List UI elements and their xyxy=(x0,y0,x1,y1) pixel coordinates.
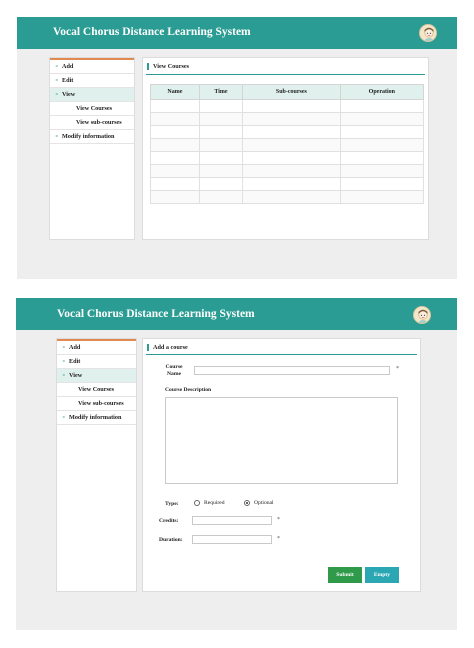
sidebar-item-label: Add xyxy=(62,63,74,70)
header-bar xyxy=(17,17,457,49)
submit-button[interactable]: Submit xyxy=(328,567,362,583)
table-cell xyxy=(243,100,341,113)
table-row xyxy=(151,152,424,165)
column-header-sub-courses[interactable]: Sub-courses xyxy=(243,85,341,100)
table-row xyxy=(151,126,424,139)
sidebar-item-label: Edit xyxy=(62,77,74,84)
sidebar-item-label: Edit xyxy=(69,358,81,365)
radio-button-checked[interactable] xyxy=(244,500,250,506)
table-cell xyxy=(199,191,242,204)
table-cell xyxy=(340,113,423,126)
table-row xyxy=(151,178,424,191)
sidebar-item-view[interactable] xyxy=(57,369,136,383)
table-cell xyxy=(243,139,341,152)
sidebar-item-add[interactable] xyxy=(50,60,134,74)
table-cell xyxy=(199,113,242,126)
duration-input[interactable] xyxy=(192,535,272,544)
sidebar-item-label: View xyxy=(62,91,76,98)
chevron-right-icon: » xyxy=(55,134,58,139)
course-name-label: Course Name xyxy=(165,364,183,377)
table-cell xyxy=(340,100,423,113)
table-cell xyxy=(151,126,200,139)
table-row xyxy=(151,113,424,126)
view-courses-screen xyxy=(17,17,457,279)
chevron-right-icon: » xyxy=(55,92,58,97)
type-label: Type: xyxy=(165,501,179,507)
sidebar-item-view[interactable] xyxy=(50,88,134,102)
table-cell xyxy=(243,191,341,204)
add-course-screen xyxy=(16,298,457,630)
table-cell xyxy=(243,126,341,139)
table-cell xyxy=(340,165,423,178)
chevron-right-icon: » xyxy=(62,415,65,420)
sidebar-item-view-courses[interactable]: View Courses xyxy=(50,102,134,116)
app-title: Vocal Chorus Distance Learning System xyxy=(53,26,251,38)
sidebar-item-label: Add xyxy=(69,344,81,351)
credits-label: Credits: xyxy=(159,518,179,524)
credits-input[interactable] xyxy=(192,516,272,525)
table-cell xyxy=(199,178,242,191)
course-name-input[interactable] xyxy=(194,366,390,375)
chevron-right-icon: » xyxy=(55,64,58,69)
required-mark: * xyxy=(277,517,280,523)
sidebar-item-edit[interactable] xyxy=(50,74,134,88)
radio-button[interactable] xyxy=(194,500,200,506)
table-cell xyxy=(340,191,423,204)
type-required-option[interactable] xyxy=(194,500,225,506)
table-cell xyxy=(199,126,242,139)
table-cell xyxy=(199,165,242,178)
avatar-icon[interactable] xyxy=(419,24,437,42)
table-cell xyxy=(340,139,423,152)
sidebar-item-modify-information[interactable] xyxy=(57,411,136,425)
avatar-icon[interactable] xyxy=(413,306,431,324)
table-cell xyxy=(151,191,200,204)
sidebar-item-modify-information[interactable] xyxy=(50,130,134,144)
table-cell xyxy=(151,152,200,165)
table-cell xyxy=(243,113,341,126)
sidebar-item-view-sub-courses[interactable]: View sub-courses xyxy=(57,397,136,411)
table-cell xyxy=(340,126,423,139)
course-description-label: Course Description xyxy=(165,387,212,393)
table-cell xyxy=(199,152,242,165)
table-row xyxy=(151,139,424,152)
sidebar-item-add[interactable] xyxy=(57,341,136,355)
table-row xyxy=(151,191,424,204)
table-cell xyxy=(151,100,200,113)
course-description-textarea[interactable] xyxy=(165,397,398,484)
required-mark: * xyxy=(277,536,280,542)
sidebar-item-label: View xyxy=(69,372,83,379)
section-divider xyxy=(146,354,417,355)
type-optional-option[interactable] xyxy=(244,500,274,506)
app-title: Vocal Chorus Distance Learning System xyxy=(57,308,255,320)
chevron-right-icon: » xyxy=(62,359,65,364)
table-row xyxy=(151,165,424,178)
table-cell xyxy=(340,178,423,191)
sidebar-item-label: Modify information xyxy=(69,414,122,421)
table-cell xyxy=(151,165,200,178)
table-cell xyxy=(243,178,341,191)
chevron-right-icon: » xyxy=(62,373,65,378)
courses-panel xyxy=(142,57,429,240)
radio-label: Optional xyxy=(254,500,274,506)
sidebar-item-view-sub-courses[interactable]: View sub-courses xyxy=(50,116,134,130)
table-cell xyxy=(340,152,423,165)
empty-button[interactable]: Empty xyxy=(365,567,399,583)
table-row xyxy=(151,100,424,113)
table-cell xyxy=(199,100,242,113)
duration-label: Duration: xyxy=(159,537,183,543)
table-cell xyxy=(151,139,200,152)
section-title: View Courses xyxy=(147,63,189,70)
sidebar-item-label: Modify information xyxy=(62,133,115,140)
add-course-panel xyxy=(142,338,421,592)
sidebar xyxy=(56,338,137,592)
header-bar xyxy=(16,298,457,330)
column-header-time[interactable]: Time xyxy=(199,85,242,100)
table-cell xyxy=(199,139,242,152)
required-mark: * xyxy=(396,366,399,372)
sidebar-item-view-courses[interactable]: View Courses xyxy=(57,383,136,397)
table-cell xyxy=(243,165,341,178)
column-header-name[interactable]: Name xyxy=(151,85,200,100)
radio-label: Required xyxy=(204,500,225,506)
table-cell xyxy=(243,152,341,165)
chevron-right-icon: » xyxy=(55,78,58,83)
courses-table-body xyxy=(151,100,424,204)
table-cell xyxy=(151,113,200,126)
sidebar-item-edit[interactable] xyxy=(57,355,136,369)
courses-table xyxy=(150,84,424,204)
section-title: Add a course xyxy=(147,344,188,351)
section-divider xyxy=(146,74,425,75)
sidebar xyxy=(49,57,135,240)
table-cell xyxy=(151,178,200,191)
column-header-operation[interactable]: Operation xyxy=(340,85,423,100)
chevron-right-icon: » xyxy=(62,345,65,350)
